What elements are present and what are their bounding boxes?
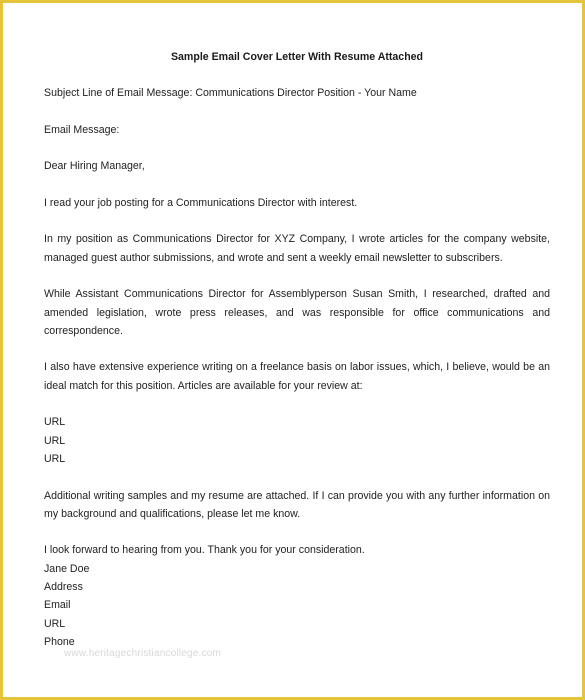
closing-block [44, 541, 550, 651]
url-item: URL [44, 434, 66, 447]
url-item: URL [44, 416, 66, 429]
signature-address: Address [44, 581, 83, 594]
watermark-text: www.heritagechristiancollege.com [64, 648, 222, 659]
signature-email: Email [44, 599, 71, 612]
document-title: Sample Email Cover Letter With Resume Attached [170, 51, 424, 63]
greeting: Dear Hiring Manager, [44, 160, 145, 173]
paragraph-additional: Additional writing samples and my resume are attached. If I can provide you with any further information on my background and qualifications, please let me know. [44, 489, 550, 520]
paragraph-freelance: I also have extensive experience writing on a freelance basis on labor issues, which, I believe, would be an ideal match for this position. Articles are available for your review at: [44, 361, 550, 392]
url-item: URL [44, 452, 66, 465]
signature-phone: Phone [44, 635, 75, 648]
email-message-label: Email Message: [44, 123, 120, 136]
paragraph-current-position: In my position as Communications Director for XYZ Company, I wrote articles for the company website, managed guest author submissions, and wrote and sent a weekly email newsletter to subscribers. [44, 233, 550, 264]
paragraph-previous-position: While Assistant Communications Director for Assemblyperson Susan Smith, I researched, drafted and amended legislation, wrote press releases, and was responsible for office communications and correspondence. [44, 288, 550, 337]
letter-page [44, 48, 550, 670]
url-list [44, 413, 550, 468]
signature-name: Jane Doe [44, 562, 90, 575]
closing-line: I look forward to hearing from you. Thank you for your consideration. [44, 544, 365, 557]
signature-url: URL [44, 617, 66, 630]
subject-line: Subject Line of Email Message: Communications Director Position - Your Name [44, 87, 417, 99]
paragraph-interest: I read your job posting for a Communications Director with interest. [44, 196, 358, 209]
